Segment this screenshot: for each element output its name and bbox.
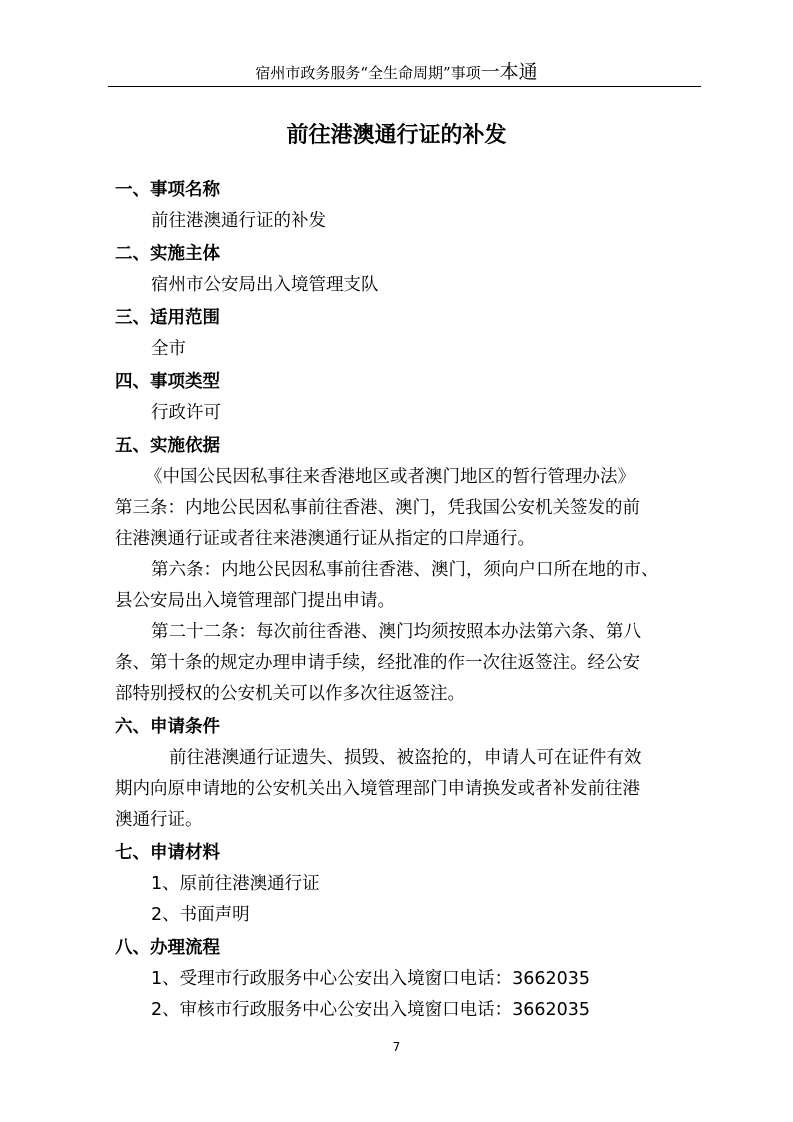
material-item-2: 2、书面声明 xyxy=(151,905,250,925)
basis-para-2-line-1: 第六条：内地公民因私事前往香港、澳门，须向户口所在地的市、 xyxy=(151,560,659,580)
page-title: 前往港澳通行证的补发 xyxy=(286,123,507,148)
section-body-2: 宿州市公安局出入境管理支队 xyxy=(151,275,379,295)
header-divider xyxy=(108,86,701,87)
section-heading-7: 七、申请材料 xyxy=(115,843,220,863)
basis-para-1-line-1: 《中国公民因私事往来香港地区或者澳门地区的暂行管理办法》 xyxy=(145,467,635,487)
conditions-line-2: 期内向原申请地的公安机关出入境管理部门申请换发或者补发前往港 xyxy=(115,779,640,799)
page-number: 7 xyxy=(392,1040,401,1054)
section-body-4: 行政许可 xyxy=(151,403,221,423)
basis-para-3-line-3: 部特别授权的公安机关可以作多次往返签注。 xyxy=(115,684,465,704)
basis-para-3-line-1: 第二十二条：每次前往香港、澳门均须按照本办法第六条、第八 xyxy=(151,622,641,642)
section-heading-2: 二、实施主体 xyxy=(115,244,220,264)
section-body-1: 前往港澳通行证的补发 xyxy=(151,211,326,231)
process-item-1: 1、受理市行政服务中心公安出入境窗口电话：3662035 xyxy=(151,969,591,989)
material-item-1: 1、原前往港澳通行证 xyxy=(151,874,320,894)
section-heading-1: 一、事项名称 xyxy=(115,180,220,200)
document-body xyxy=(115,174,695,1026)
section-heading-3: 三、适用范围 xyxy=(115,308,220,328)
basis-para-3-line-2: 条、第十条的规定办理申请手续，经批准的作一次往返签注。经公安 xyxy=(115,653,640,673)
section-heading-8: 八、办理流程 xyxy=(115,938,220,958)
header-text: 宿州市政务服务“全生命周期”事项 xyxy=(255,64,481,82)
running-header xyxy=(0,61,793,84)
basis-para-1-line-2: 第三条：内地公民因私事前往香港、澳门，凭我国公安机关签发的前 xyxy=(115,498,640,518)
section-body-3: 全市 xyxy=(151,339,186,359)
process-item-2: 2、审核市行政服务中心公安出入境窗口电话：3662035 xyxy=(151,1000,591,1020)
conditions-line-1: 前往港澳通行证遗失、损毁、被盗抢的，申请人可在证件有效 xyxy=(169,748,642,768)
basis-para-2-line-2: 县公安局出入境管理部门提出申请。 xyxy=(115,591,395,611)
basis-para-1-line-3: 往港澳通行证或者往来港澳通行证从指定的口岸通行。 xyxy=(115,529,535,549)
section-heading-4: 四、事项类型 xyxy=(115,372,220,392)
conditions-line-3: 澳通行证。 xyxy=(115,810,203,830)
section-heading-6: 六、申请条件 xyxy=(115,717,220,737)
section-heading-5: 五、实施依据 xyxy=(115,436,220,456)
header-text-big: 一本通 xyxy=(480,61,538,83)
